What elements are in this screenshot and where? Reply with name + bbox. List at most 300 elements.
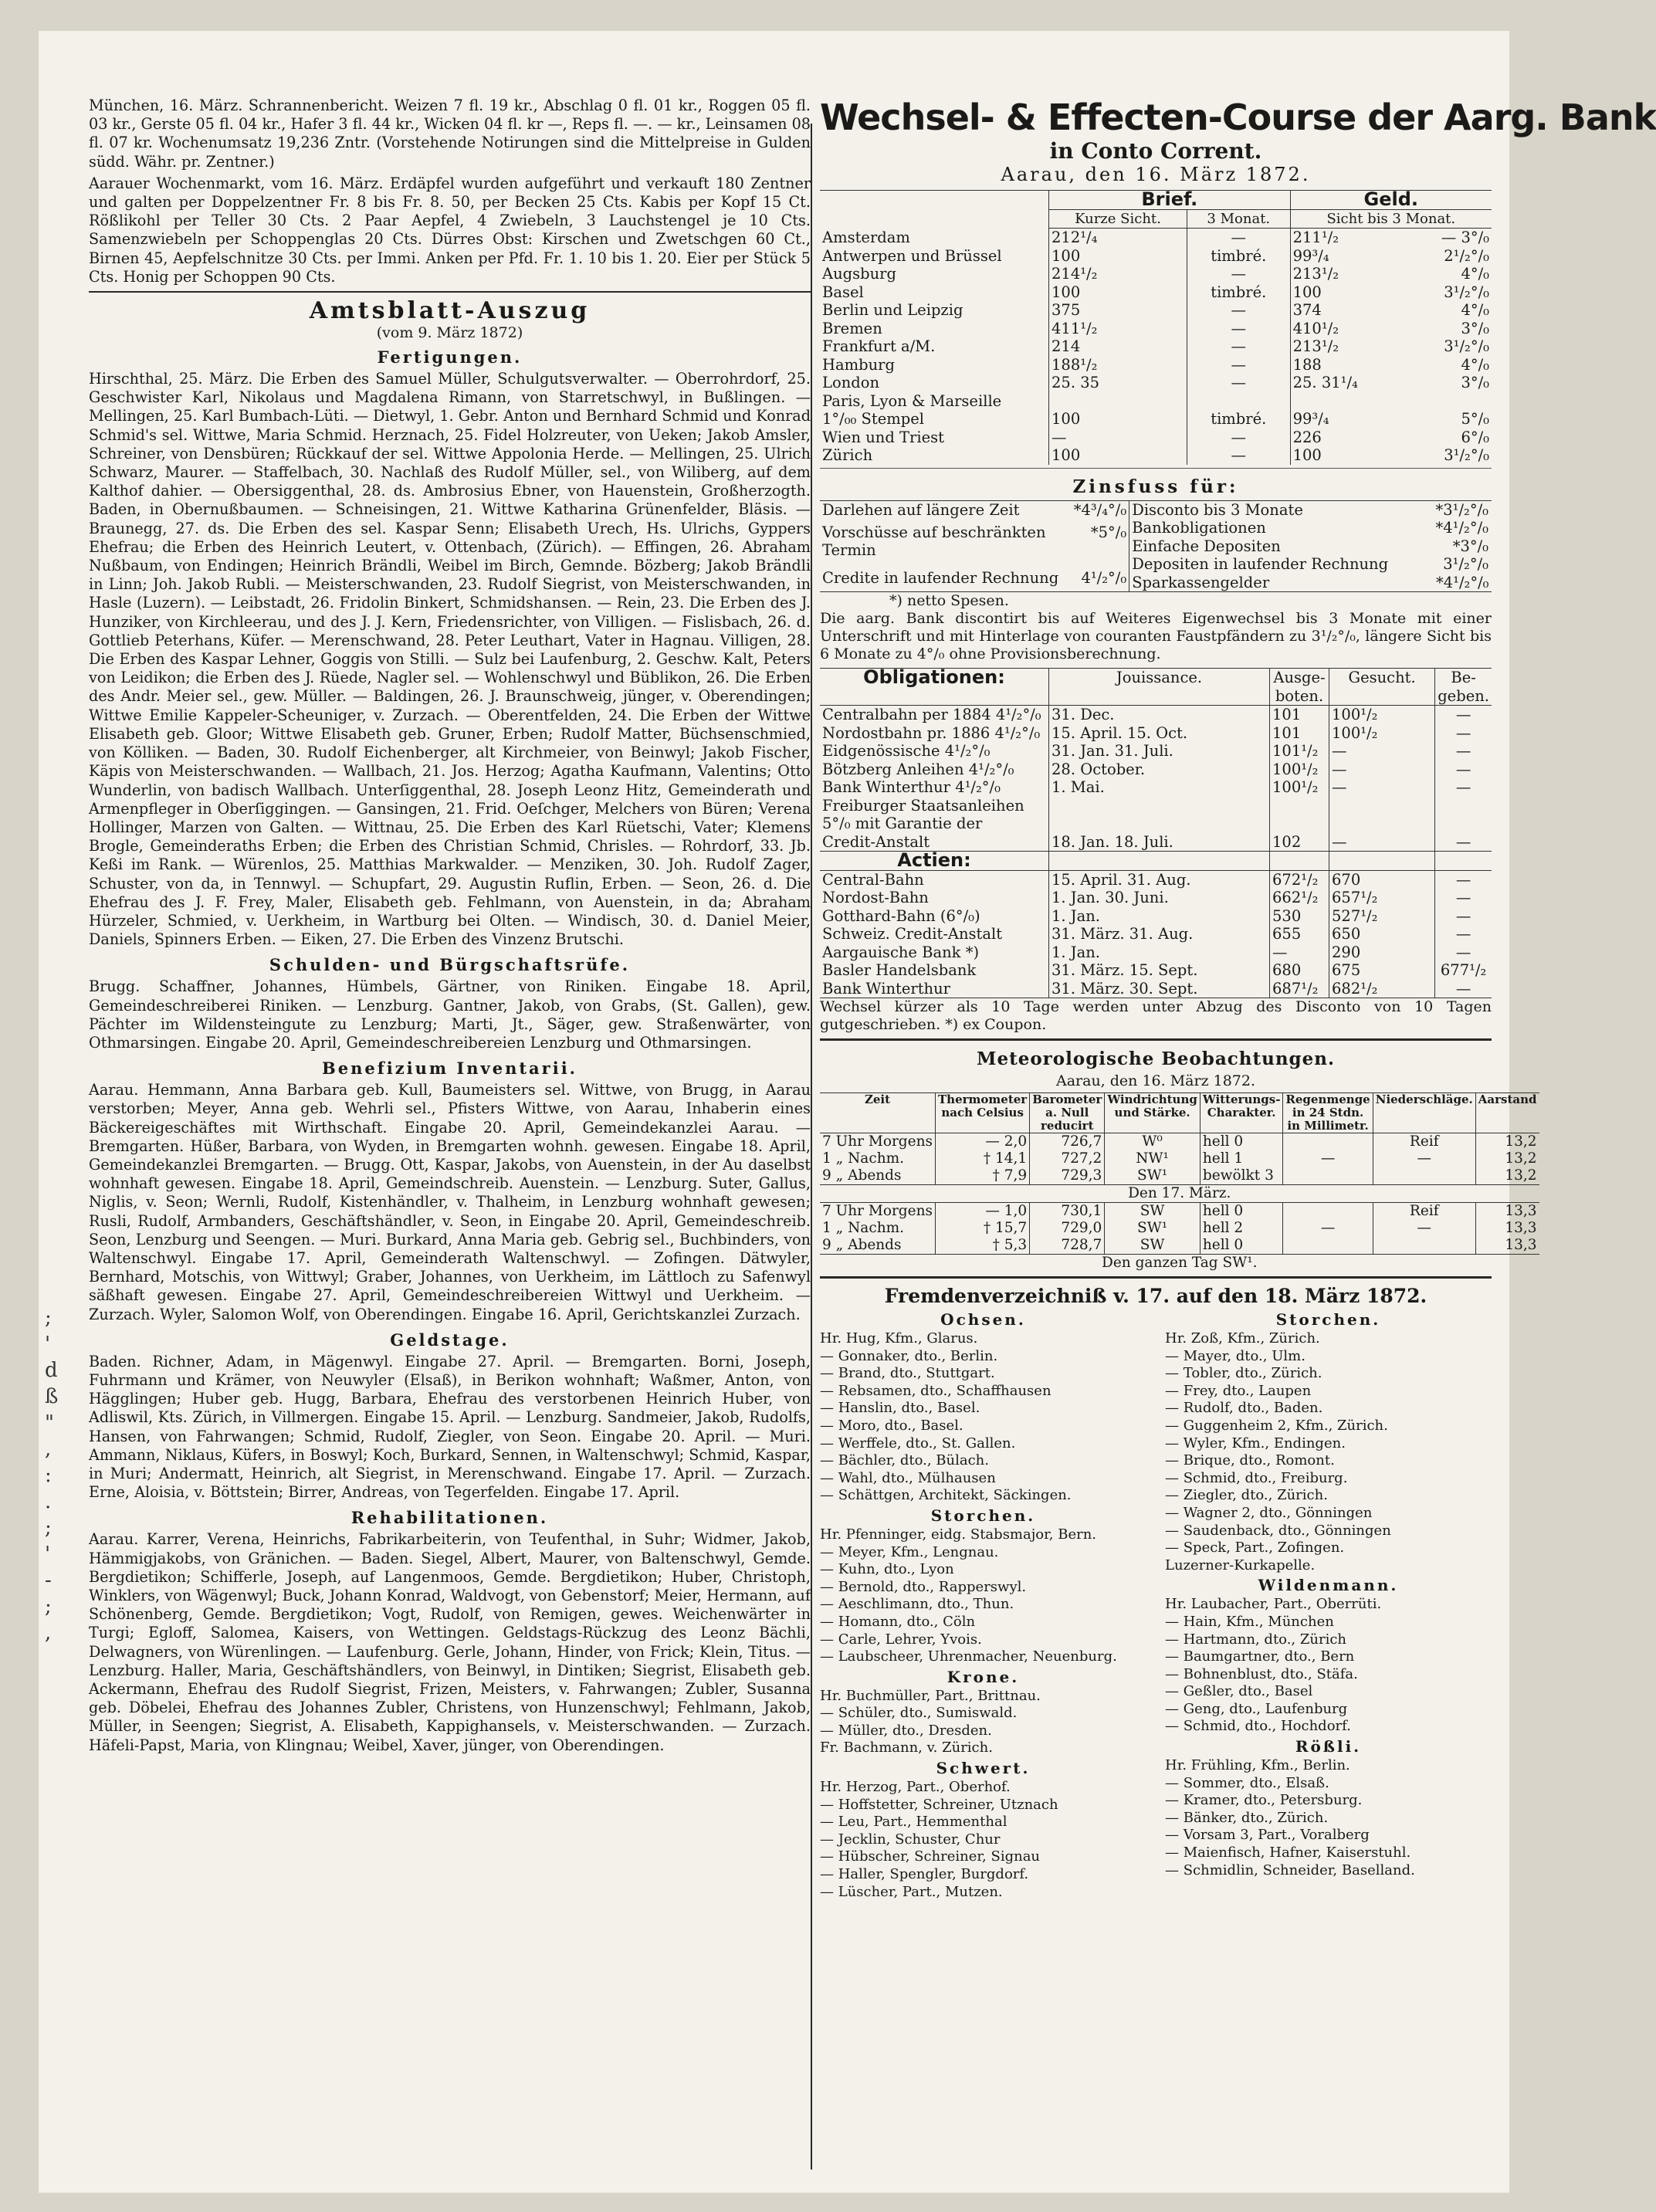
amtsblatt-title: Amtsblatt-Auszug [309, 297, 591, 325]
actien-row [820, 980, 1492, 998]
meteo-aar: 13,2 [1475, 1150, 1539, 1167]
zins-row [1129, 519, 1492, 537]
meteo-row [820, 1150, 1539, 1167]
schulden-title: Schulden- und Bürgschaftsrüfe. [269, 955, 631, 975]
brief-drei: — [1187, 265, 1290, 283]
oblig-ausgeboten: 101 [1270, 724, 1329, 743]
course-dateline: Aarau, den 16. März 1872. [1001, 164, 1311, 185]
geld-value: 100 [1290, 446, 1405, 465]
guest-entry: — Lüscher, Part., Mutzen. [820, 1883, 1003, 1900]
exchange-row [820, 356, 1492, 374]
oblig-begeben: — [1435, 742, 1492, 760]
meteo-precip: — [1373, 1150, 1475, 1167]
guest-entry: — Bänker, dto., Zürich. [1165, 1809, 1329, 1826]
geld-value: 213¹/₂ [1290, 337, 1405, 356]
guest-entry: Luzerner-Kurkapelle. [1165, 1557, 1316, 1573]
actien-jouissance: 31. März. 30. Sept. [1049, 980, 1270, 998]
oblig-row [820, 760, 1492, 779]
hotel-name: Storchen. [1275, 1310, 1381, 1329]
geld-rate: 4°/₀ [1461, 355, 1489, 374]
guest-entry: — Schättgen, Architekt, Säckingen. [820, 1487, 1072, 1504]
brief-drei: — [1187, 229, 1290, 247]
actien-name: Basler Handelsbank [822, 961, 977, 979]
meteo-weather: hell 2 [1200, 1220, 1283, 1237]
meteo-thermo: † 15,7 [936, 1220, 1030, 1237]
exchange-table [820, 190, 1492, 465]
meteo-baro: 729,0 [1030, 1220, 1105, 1237]
brief-kurze: — [1049, 429, 1187, 447]
guest-entry: — Wahl, dto., Mülhausen [820, 1469, 996, 1486]
guest-entry: — Maienfisch, Hafner, Kaiserstuhl. [1165, 1844, 1411, 1861]
oblig-gesucht: 100¹/₂ [1329, 724, 1435, 743]
actien-gesucht: 682¹/₂ [1329, 980, 1435, 998]
exchange-row [820, 337, 1492, 356]
actien-row [820, 943, 1492, 962]
oblig-ausgeboten: 101¹/₂ [1270, 742, 1329, 760]
guest-entry: — Schmid, dto., Hochdorf. [1165, 1718, 1351, 1735]
meteo-header: Thermometer nach Celsius [936, 1093, 1030, 1133]
geld-value: 99³/₄ [1290, 247, 1405, 266]
zins-rate: *3¹/₂°/₀ [1435, 500, 1488, 519]
geld-rate: 3°/₀ [1461, 319, 1489, 337]
actien-name: Schweiz. Credit-Anstalt [822, 925, 1003, 943]
actien-ausgeboten: 530 [1270, 907, 1329, 926]
meteo-precip: Reif [1373, 1133, 1475, 1151]
actien-row [820, 961, 1492, 980]
oblig-ausgeboten [1270, 797, 1329, 815]
oblig-jouissance: 18. Jan. 18. Juli. [1049, 833, 1270, 852]
zins-label: Bankobligationen [1132, 519, 1266, 537]
meteo-wind: NW¹ [1105, 1150, 1201, 1167]
brief-kurze: 25. 35 [1049, 374, 1187, 392]
guest-entry: — Rudolf, dto., Baden. [1165, 1400, 1323, 1417]
zins-label: Credite in laufender Rechnung [822, 568, 1059, 587]
zins-rate: *4¹/₂°/₀ [1435, 573, 1489, 591]
exchange-place: Zürich [822, 446, 873, 464]
benefizium-text: Aarau. Hemmann, Anna Barbara geb. Kull, Baumeisters sel. Wittwe, von Brugg, in Aarau verstorben; Meyer, Anna geb. Wehrli sel., Pfisters Wittwe, von Aarau, Inhaberin eines Bäckereigeschäftes mit Wirthschaft. Eingabe 20. April, Gemeindekanzlei Aarau. — Bremgarten. Hüßer, Barbara, von Wyden, in Bremgarten wohnh. gewesen. Eingabe 18. April, Gemeindekanzlei Bremgarten. — Brugg. Ott, Kaspar, Jakobs, von Auenstein, in der Au daselbst wohnhaft gewesen. Eingabe 18. April, Gemeindschreib. Auenstein. — Lenzburg. Suter, Gallus, Niglis, v. Seon; Wernli, Rudolf, Kistenhändler, v. Thalheim, in Lenzburg wohnhaft gewesen; Rusli, Rudolf, Armbanders, Geschäftshändler, v. Seon, in Eingabe 20. April, Gemeindeschreib. Seon, Lenzburg und Seengen. — Muri. Burkard, Anna Maria geb. Gebrig sel., Buchbinders, von Waltenschwyl. Eingabe 17. April, Gemeinderath Waltenschwyl. — Zofingen. Dätwyler, Bernhard, Motschis, von Wittwyl; Graber, Johannes, von Uerkheim, im Lättloch zu Safenwyl säßhaft gewesen. Eingabe 27. April, Gemeindeschreibereien Wittwyl und Uerkheim. — Zurzach. Wyler, Salomon Wolf, von Oberendingen. Eingabe 16. April, Gerichtskanzlei Zurzach. [89, 1081, 811, 1323]
guest-entry: — Ziegler, dto., Zürich. [1165, 1487, 1328, 1504]
oblig-begeben: — [1435, 706, 1492, 724]
amtsblatt-date: (vom 9. März 1872) [376, 324, 523, 342]
zins-label: Vorschüsse auf beschränkten Termin [822, 523, 1046, 560]
zins-rate: *4³/₄°/₀ [1073, 500, 1127, 519]
meteo-baro: 727,2 [1030, 1150, 1105, 1167]
meteo-rain [1283, 1203, 1373, 1221]
hotel-name: Storchen. [930, 1506, 1036, 1525]
exchange-place: Augsburg [822, 265, 896, 283]
guest-entry: — Schmid, dto., Freiburg. [1165, 1469, 1348, 1486]
oblig-begeben [1435, 815, 1492, 833]
meteo-weather: bewölkt 3 [1200, 1167, 1283, 1185]
meteo-thermo: † 5,3 [936, 1237, 1030, 1255]
gesucht-header: Gesucht. [1329, 669, 1435, 706]
brief-kurze: 411¹/₂ [1049, 320, 1187, 338]
fremden-title: Fremdenverzeichniß v. 17. auf den 18. März 1872. [884, 1285, 1427, 1307]
exchange-row [820, 301, 1492, 320]
geld-value: 100 [1290, 283, 1405, 302]
actien-jouissance: 15. April. 31. Aug. [1049, 870, 1270, 889]
exchange-place: Bremen [822, 319, 882, 337]
hotel-name: Ochsen. [940, 1310, 1026, 1329]
actien-begeben: — [1435, 907, 1492, 926]
actien-gesucht: 650 [1329, 925, 1435, 943]
meteo-header: Aarstand [1475, 1093, 1539, 1133]
meteo-time: 1 „ Nachm. [822, 1220, 905, 1236]
guest-entry: — Baumgartner, dto., Bern [1165, 1648, 1355, 1665]
zins-row [1129, 537, 1492, 556]
exchange-place: Hamburg [822, 355, 895, 374]
guest-entry: — Hartmann, dto., Zürich [1165, 1631, 1346, 1648]
fremden-left [820, 1309, 1146, 1901]
brief-kurze: 188¹/₂ [1049, 356, 1187, 374]
meteo-table [820, 1092, 1539, 1272]
fertigungen-title: Fertigungen. [377, 347, 523, 368]
guest-entry: — Brand, dto., Stuttgart. [820, 1365, 995, 1382]
meteo-baro: 726,7 [1030, 1133, 1105, 1151]
actien-row [820, 889, 1492, 907]
brief-drei: timbré. [1187, 247, 1290, 266]
hotel-name: Rößli. [1295, 1737, 1362, 1756]
actien-ausgeboten: 672¹/₂ [1270, 870, 1329, 889]
guest-entry: — Werffele, dto., St. Gallen. [820, 1435, 1016, 1452]
hotel-name: Schwert. [936, 1759, 1031, 1778]
geld-header: Geld. [1290, 191, 1492, 210]
exchange-row [820, 320, 1492, 338]
guest-entry: — Hanslin, dto., Basel. [820, 1400, 980, 1417]
oblig-gesucht: — [1329, 778, 1435, 797]
meteo-thermo: — 1,0 [936, 1203, 1030, 1221]
meteo-wind: SW¹ [1105, 1167, 1201, 1185]
exchange-place: London [822, 374, 880, 391]
zins-label: Depositen in laufender Rechnung [1132, 555, 1389, 573]
brief-kurze: 100 [1049, 247, 1187, 266]
oblig-gesucht: 100¹/₂ [1329, 706, 1435, 724]
divider [89, 291, 811, 293]
oblig-name: Bank Winterthur 4¹/₂°/₀ [822, 778, 1001, 796]
geld-rate: 2¹/₂°/₀ [1444, 246, 1489, 265]
exchange-row [820, 392, 1492, 411]
rehab-title: Rehabilitationen. [351, 1508, 549, 1528]
geld-rate: 6°/₀ [1461, 428, 1489, 446]
brief-drei: — [1187, 301, 1290, 320]
guest-entry: Hr. Hug, Kfm., Glarus. [820, 1330, 978, 1347]
geld-value [1290, 392, 1405, 411]
brief-drei: — [1187, 374, 1290, 392]
meteo-row [820, 1133, 1539, 1151]
actien-gesucht: 675 [1329, 961, 1435, 980]
geld-rate: 3°/₀ [1461, 374, 1489, 391]
sicht-header: Sicht bis 3 Monat. [1290, 209, 1492, 229]
guest-entry: — Vorsam 3, Part., Voralberg [1165, 1827, 1370, 1844]
guest-entry: — Bohnenblust, dto., Stäfa. [1165, 1665, 1358, 1682]
geld-value: 211¹/₂ [1290, 229, 1405, 247]
oblig-gesucht [1329, 815, 1435, 833]
oblig-ausgeboten: 100¹/₂ [1270, 760, 1329, 779]
meteo-weather: hell 0 [1200, 1203, 1283, 1221]
meteo-aar: 13,3 [1475, 1203, 1539, 1221]
geld-rate: 3¹/₂°/₀ [1444, 446, 1489, 464]
actien-begeben: — [1435, 889, 1492, 907]
exchange-row [820, 247, 1492, 266]
guest-entry: — Geßler, dto., Basel [1165, 1683, 1313, 1700]
oblig-begeben: — [1435, 778, 1492, 797]
oblig-name: Nordostbahn pr. 1886 4¹/₂°/₀ [822, 723, 1041, 742]
brief-kurze: 100 [1049, 446, 1187, 465]
column-divider [811, 124, 812, 2170]
oblig-name: Bötzberg Anleihen 4¹/₂°/₀ [822, 760, 1014, 778]
exchange-row [820, 374, 1492, 392]
exchange-place: Amsterdam [822, 228, 910, 246]
meteo-row [820, 1237, 1539, 1255]
meteo-row [820, 1167, 1539, 1185]
meteo-precip [1373, 1237, 1475, 1255]
brief-drei: — [1187, 320, 1290, 338]
oblig-jouissance: 31. Jan. 31. Juli. [1049, 742, 1270, 760]
actien-jouissance: 31. März. 15. Sept. [1049, 961, 1270, 980]
guest-entry: — Rebsamen, dto., Schaffhausen [820, 1382, 1052, 1399]
guest-entry: — Schmidlin, Schneider, Baselland. [1165, 1861, 1415, 1878]
meteo-row [820, 1203, 1539, 1221]
exchange-place: Basel [822, 283, 864, 301]
guest-entry: Hr. Herzog, Part., Oberhof. [820, 1779, 1011, 1796]
zins-rate: *5°/₀ [1090, 523, 1127, 541]
exchange-place: Frankfurt a/M. [822, 337, 936, 355]
hotel-name: Wildenmann. [1258, 1576, 1399, 1595]
oblig-gesucht: — [1329, 760, 1435, 779]
discount-note: Die aarg. Bank discontirt bis auf Weiteres Eigenwechsel bis 3 Monate mit einer Unterschrift und mit Hinterlage von couranten Faustpfändern zu 3¹/₂°/₀, längere Sicht bis 6 Monate zu 4°/₀ ohne Provisionsberechnung. [820, 610, 1492, 662]
guest-entry: — Sommer, dto., Elsaß. [1165, 1774, 1329, 1791]
geld-value: 226 [1290, 429, 1405, 447]
brief-drei: timbré. [1187, 283, 1290, 302]
zins-label: Disconto bis 3 Monate [1132, 500, 1303, 519]
actien-row [820, 925, 1492, 943]
meteo-foot: Den ganzen Tag SW¹. [820, 1255, 1539, 1272]
hotel-name: Krone. [947, 1667, 1020, 1686]
geld-rate: 4°/₀ [1461, 301, 1489, 319]
oblig-begeben: — [1435, 760, 1492, 779]
guest-entry: Hr. Zoß, Kfm., Zürich. [1165, 1330, 1320, 1347]
oblig-begeben [1435, 797, 1492, 815]
actien-begeben: — [1435, 870, 1492, 889]
actien-ausgeboten: 655 [1270, 925, 1329, 943]
meteo-wind: W⁰ [1105, 1133, 1201, 1151]
zins-row [1129, 501, 1492, 520]
guest-entry: — Kuhn, dto., Lyon [820, 1561, 954, 1578]
actien-row [820, 907, 1492, 926]
brief-drei: — [1187, 356, 1290, 374]
oblig-name: Centralbahn per 1884 4¹/₂°/₀ [822, 706, 1041, 723]
zins-label: Einfache Depositen [1132, 537, 1281, 555]
guest-entry: — Hübscher, Schreiner, Signau [820, 1848, 1041, 1865]
actien-gesucht: 527¹/₂ [1329, 907, 1435, 926]
meteo-rain [1283, 1237, 1373, 1255]
meteo-baro: 730,1 [1030, 1203, 1105, 1221]
meteo-thermo: — 2,0 [936, 1133, 1030, 1151]
actien-title: Actien: [820, 852, 1049, 871]
meteo-wind: SW [1105, 1203, 1201, 1221]
meteo-time: 1 „ Nachm. [822, 1150, 905, 1167]
actien-ausgeboten: 687¹/₂ [1270, 980, 1329, 998]
meteo-aar: 13,2 [1475, 1133, 1539, 1151]
zins-rate: 3¹/₂°/₀ [1443, 555, 1488, 573]
fremden-list [820, 1309, 1492, 1901]
oblig-row [820, 778, 1492, 797]
actien-ausgeboten: — [1270, 943, 1329, 962]
meteo-thermo: † 14,1 [936, 1150, 1030, 1167]
actien-gesucht: 670 [1329, 870, 1435, 889]
guest-entry: — Kramer, dto., Petersburg. [1165, 1792, 1363, 1809]
brief-kurze: 214 [1049, 337, 1187, 356]
oblig-row [820, 815, 1492, 833]
guest-entry: Hr. Laubacher, Part., Oberrüti. [1165, 1596, 1382, 1613]
oblig-row [820, 706, 1492, 724]
guest-entry: — Tobler, dto., Zürich. [1165, 1365, 1322, 1382]
meteo-header: Witterungs-Charakter. [1200, 1093, 1283, 1133]
actien-ausgeboten: 680 [1270, 961, 1329, 980]
brief-kurze: 214¹/₂ [1049, 265, 1187, 283]
actien-jouissance: 1. Jan. [1049, 943, 1270, 962]
geld-rate [1405, 392, 1492, 411]
oblig-gesucht: — [1329, 833, 1435, 852]
meteo-mid: Den 17. März. [820, 1185, 1539, 1203]
guest-entry: — Brique, dto., Romont. [1165, 1452, 1335, 1469]
actien-begeben: — [1435, 980, 1492, 998]
guest-entry: Hr. Pfenninger, eidg. Stabsmajor, Bern. [820, 1526, 1097, 1543]
jouissance-header: Jouissance. [1049, 669, 1270, 706]
guest-entry: — Laubscheer, Uhrenmacher, Neuenburg. [820, 1648, 1117, 1665]
geld-rate: 3¹/₂°/₀ [1444, 283, 1489, 301]
brief-kurze: 375 [1049, 301, 1187, 320]
ausgeboten-header: Ausge-boten. [1270, 669, 1329, 706]
newspaper-page [39, 31, 1656, 2193]
geld-rate: 3¹/₂°/₀ [1444, 337, 1489, 355]
meteo-baro: 729,3 [1030, 1167, 1105, 1185]
exchange-place: 1°/₀₀ Stempel [822, 410, 925, 428]
meteo-weather: hell 0 [1200, 1237, 1283, 1255]
oblig-jouissance: 28. October. [1049, 760, 1270, 779]
actien-begeben: 677¹/₂ [1435, 961, 1492, 980]
meteo-aar: 13,2 [1475, 1167, 1539, 1185]
brief-drei: — [1187, 337, 1290, 356]
oblig-gesucht: — [1329, 742, 1435, 760]
meteo-rain [1283, 1133, 1373, 1151]
oblig-jouissance [1049, 797, 1270, 815]
guest-entry: — Meyer, Kfm., Lengnau. [820, 1543, 999, 1560]
wechsel-note: Wechsel kürzer als 10 Tage werden unter Abzug des Disconto von 10 Tagen gutgeschrieben. *) ex Coupon. [820, 998, 1492, 1033]
oblig-begeben: — [1435, 724, 1492, 743]
zins-rate: 4¹/₂°/₀ [1081, 568, 1127, 587]
zins-left-table [820, 501, 1129, 592]
drei-monat-header: 3 Monat. [1187, 209, 1290, 229]
course-subtitle: in Conto Corrent. [1049, 138, 1262, 164]
zins-right-table [1129, 501, 1492, 592]
brief-drei: — [1187, 429, 1290, 447]
oblig-ausgeboten [1270, 815, 1329, 833]
oblig-name: 5°/₀ mit Garantie der [822, 815, 983, 832]
guest-entry: — Leu, Part., Hemmenthal [820, 1814, 1007, 1831]
exchange-row [820, 429, 1492, 447]
oblig-name: Eidgenössische 4¹/₂°/₀ [822, 742, 991, 760]
zins-row [1129, 555, 1492, 574]
actien-name: Gotthard-Bahn (6°/₀) [822, 906, 980, 925]
actien-ausgeboten: 662¹/₂ [1270, 889, 1329, 907]
course-title: Wechsel- & Effecten-Course der Aarg. Bank [820, 97, 1656, 138]
brief-kurze: 100 [1049, 410, 1187, 429]
guest-entry: — Mayer, dto., Ulm. [1165, 1347, 1305, 1364]
oblig-title: Obligationen: [820, 669, 1049, 706]
exchange-row [820, 446, 1492, 465]
exchange-row [820, 410, 1492, 429]
brief-drei: — [1187, 446, 1290, 465]
guest-entry: — Hoffstetter, Schreiner, Utznach [820, 1796, 1058, 1813]
rehab-text: Aarau. Karrer, Verena, Heinrichs, Fabrikarbeiterin, von Teufenthal, in Suhr; Widmer, Jakob, Hämmigjakobs, von Gränichen. — Baden. Siegel, Albert, Maurer, von Baltenschwyl, Gemde. Bergdietikon; Schifferle, Joseph, auf Langenmoos, Gemde. Bergdietikon; Huber, Christoph, Winklers, von Wägenwyl; Buck, Johann Konrad, Waldvogt, von Gebenstorf; Meier, Hermann, auf Schönenberg, Gemde. Bergdietikon; Vogt, Rudolf, von Remigen, gewes. Weichenwärter in Turgi; Egloff, Salomea, Kaisers, von Wettingen. Geldstags-Rückzug des Leonz Bächli, Delwagners, von Würenlingen. — Laufenburg. Gerle, Johann, Hinder, von Frick; Klein, Titus. — Lenzburg. Haller, Maria, Geschäftshändlers, von Beinwyl, in Dintiken; Siegrist, Elisabeth geb. Ackermann, Ehefrau des Rudolf Siegrist, Frizen, Meisters, v. Fahrwangen; Zubler, Susanna geb. Döbelei, Ehefrau des Johannes Zubler, Christens, von Hunzenschwyl; Fehlmann, Jakob, Müller, in Seengen; Siegrist, A. Elisabeth, Kappighansels, v. Meisterschwanden. — Zurzach. Häfeli-Papst, Maria, von Klingnau; Weibel, Xaver, jünger, von Oberendingen. [89, 1530, 811, 1754]
brief-header: Brief. [1049, 191, 1291, 210]
zins-title: Zinsfuss für: [1072, 476, 1239, 497]
begeben-header: Be-geben. [1435, 669, 1492, 706]
meteo-row [820, 1220, 1539, 1237]
guest-entry: — Aeschlimann, dto., Thun. [820, 1596, 1014, 1613]
meteo-precip: — [1373, 1220, 1475, 1237]
exchange-place: Berlin und Leipzig [822, 301, 963, 319]
actien-name: Nordost-Bahn [822, 889, 929, 906]
meteo-weather: hell 0 [1200, 1133, 1283, 1151]
actien-gesucht: 290 [1329, 943, 1435, 962]
meteo-header: Zeit [820, 1093, 936, 1133]
zins-note: *) netto Spesen. [889, 592, 1009, 609]
guest-entry: — Schüler, dto., Sumiswald. [820, 1705, 1018, 1722]
oblig-name: Freiburger Staatsanleihen [822, 796, 1024, 815]
guest-entry: — Gonnaker, dto., Berlin. [820, 1347, 998, 1364]
actien-name: Bank Winterthur [822, 979, 950, 998]
geldstage-text: Baden. Richner, Adam, in Mägenwyl. Eingabe 27. April. — Bremgarten. Borni, Joseph, Fuhrmann und Krämer, von Neuwyler (Elsaß), in Berikon wohnhaft; Waßmer, Anton, von Hägglingen; Huber geb. Hugg, Barbara, Ehefrau des verstorbenen Heinrich Huber, von Adliswil, Kts. Zürich, in Villmergen. Eingabe 15. April. — Lenzburg. Sandmeier, Jakob, Rudolfs, Hansen, von Fahrwangen; Schmid, Rudolf, Ziegler, von Seon. Eingabe 20. April. — Muri. Ammann, Niklaus, Küfers, in Boswyl; Koch, Burkard, Sennen, in Waltenschwyl; Schmid, Kaspar, in Muri; Andermatt, Heinrich, alt Siegrist, in Merenschwand. Eingabe 17. April. — Zurzach. Erne, Aloisia, v. Böttstein; Birrer, Andreas, von Tegerfelden. Eingabe 17. April. [89, 1352, 811, 1502]
guest-entry: — Homann, dto., Cöln [820, 1613, 976, 1630]
left-column [89, 97, 811, 1755]
guest-entry: Hr. Frühling, Kfm., Berlin. [1165, 1757, 1350, 1774]
meteo-wind: SW¹ [1105, 1220, 1201, 1237]
exchange-place: Antwerpen und Brüssel [822, 246, 1002, 265]
guest-entry: — Müller, dto., Dresden. [820, 1722, 992, 1739]
market-muenchen: München, 16. März. Schrannenbericht. Weizen 7 fl. 19 kr., Abschlag 0 fl. 01 kr., Roggen 05 fl. 03 kr., Gerste 05 fl. 04 kr., Hafer 3 fl. 44 kr., Wicken 04 fl. kr —, Reps fl. —. — kr., Leinsamen 08 fl. 07 kr. Wochenumsatz 19,236 Zntr. (Vorstehende Notirungen sind die Mittelpreise in Gulden südd. Währ. pr. Zentner.) [89, 97, 811, 171]
meteo-rain: — [1283, 1220, 1373, 1237]
schulden-text: Brugg. Schaffner, Johannes, Hümbels, Gärtner, von Riniken. Eingabe 18. April, Gemeindeschreiberei Riniken. — Lenzburg. Gantner, Jakob, von Grabs, (St. Gallen), gew. Pächter im Wildensteingute zu Lenzburg; Marti, Jt., Säger, gew. Straßenwärter, von Othmarsingen. Eingabe 20. April, Gemeindeschreibereien Lenzburg und Othmarsingen. [89, 977, 811, 1052]
guest-entry: Fr. Bachmann, v. Zürich. [820, 1739, 993, 1756]
geldstage-title: Geldstage. [390, 1330, 510, 1350]
oblig-jouissance: 15. April. 15. Oct. [1049, 724, 1270, 743]
guest-entry: — Guggenheim 2, Kfm., Zürich. [1165, 1417, 1388, 1434]
zins-row [1129, 574, 1492, 592]
zins-block [820, 500, 1492, 593]
guest-entry: — Bächler, dto., Bülach. [820, 1452, 989, 1469]
oblig-jouissance: 31. Dec. [1049, 706, 1270, 724]
guest-entry: — Carle, Lehrer, Yvois. [820, 1631, 982, 1648]
zins-label: Sparkassengelder [1132, 573, 1270, 591]
geld-value: 410¹/₂ [1290, 320, 1405, 338]
geld-rate: — 3°/₀ [1441, 229, 1489, 246]
guest-entry: — Geng, dto., Laufenburg [1165, 1700, 1348, 1717]
zins-row [820, 501, 1129, 523]
oblig-ausgeboten: 102 [1270, 833, 1329, 852]
guest-entry: — Hain, Kfm., München [1165, 1613, 1334, 1630]
meteo-header: Regenmenge in 24 Stdn. in Millimetr. [1283, 1093, 1373, 1133]
guest-entry: — Moro, dto., Basel. [820, 1417, 963, 1434]
meteo-aar: 13,3 [1475, 1237, 1539, 1255]
brief-kurze [1049, 392, 1187, 411]
guest-entry: — Wyler, Kfm., Endingen. [1165, 1435, 1346, 1452]
brief-drei: timbré. [1187, 410, 1290, 429]
kurze-sicht-header: Kurze Sicht. [1049, 209, 1187, 229]
exchange-row [820, 229, 1492, 247]
meteo-time: 7 Uhr Morgens [822, 1203, 933, 1219]
